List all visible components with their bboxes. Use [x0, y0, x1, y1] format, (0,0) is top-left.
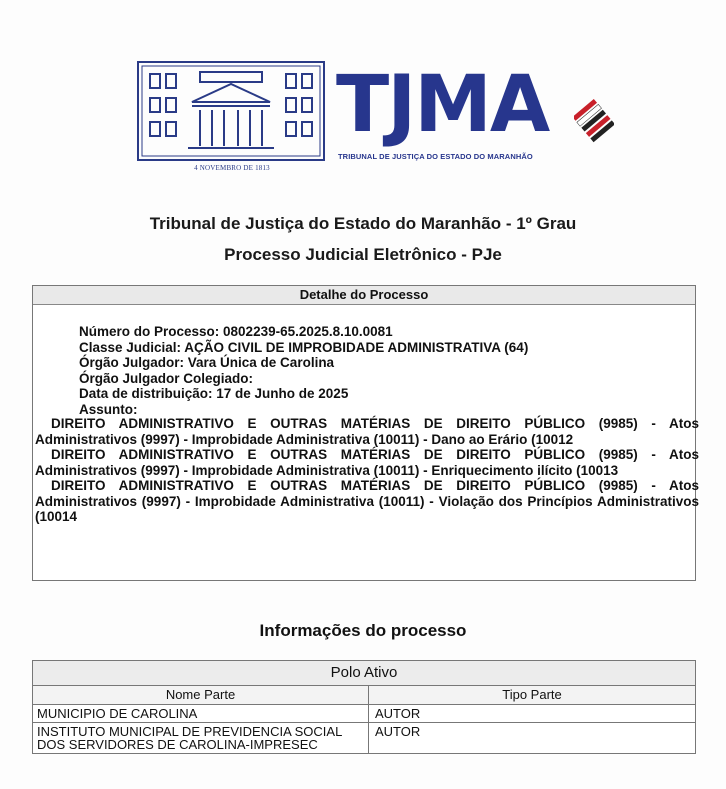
process-detail-box — [32, 285, 699, 581]
subject-item: DIREITO ADMINISTRATIVO E OUTRAS MATÉRIAS DE DIREITO PÚBLICO (9985) - Atos Administrativos (9997) - Improbidade Administrativa (10011) - Violação dos Princípios Administrativos (10014 — [35, 478, 699, 524]
party-name: MUNICIPIO DE CAROLINA — [33, 705, 369, 722]
field-distribution-date: Data de distribuição: 17 de Junho de 2025 — [79, 386, 349, 401]
court-title: Tribunal de Justiça do Estado do Maranhão - 1º Grau — [149, 214, 577, 233]
field-judicial-class: Classe Judicial: AÇÃO CIVIL DE IMPROBIDADE ADMINISTRATIVA (64) — [79, 339, 529, 355]
subject-item: DIREITO ADMINISTRATIVO E OUTRAS MATÉRIAS DE DIREITO PÚBLICO (9985) - Atos Administrativos (9997) - Improbidade Administrativa (10011) - Dano ao Erário (10012 — [35, 416, 699, 447]
process-detail-heading: Detalhe do Processo — [33, 286, 695, 305]
field-collegiate-body: Órgão Julgador Colegiado: — [79, 370, 254, 386]
subject-list — [35, 416, 699, 525]
maranhao-flag-icon — [574, 98, 614, 144]
field-process-number: Número do Processo: 0802239-65.2025.8.10.0081 — [79, 324, 393, 339]
brand-subtitle: TRIBUNAL DE JUSTIÇA DO ESTADO DO MARANHÃO — [338, 152, 533, 161]
column-header-name: Nome Parte — [33, 686, 369, 704]
process-detail-fields — [79, 324, 528, 417]
process-info-title: Informações do processo — [259, 621, 467, 640]
polo-ativo-heading: Polo Ativo — [33, 661, 695, 686]
party-type: AUTOR — [375, 706, 421, 721]
courthouse-seal-icon — [136, 60, 326, 178]
table-row — [33, 705, 695, 723]
field-judging-body: Órgão Julgador: Vara Única de Carolina — [79, 355, 335, 370]
tjma-logo — [136, 60, 616, 180]
table-header-row — [33, 686, 695, 705]
seal-caption: 4 NOVEMBRO DE 1813 — [194, 164, 270, 172]
field-subject-label: Assunto: — [79, 401, 138, 417]
party-type: AUTOR — [375, 724, 421, 739]
brand-wordmark: TJMA — [336, 60, 549, 150]
column-header-type: Tipo Parte — [502, 687, 562, 702]
subject-item: DIREITO ADMINISTRATIVO E OUTRAS MATÉRIAS DE DIREITO PÚBLICO (9985) - Atos Administrativos (9997) - Improbidade Administrativa (10011) - Enriquecimento ilícito (10013 — [35, 447, 699, 478]
system-title: Processo Judicial Eletrônico - PJe — [224, 245, 502, 264]
table-row — [33, 723, 695, 753]
polo-ativo-table — [32, 660, 696, 754]
party-name: INSTITUTO MUNICIPAL DE PREVIDENCIA SOCIAL DOS SERVIDORES DE CAROLINA-IMPRESEC — [33, 723, 369, 753]
